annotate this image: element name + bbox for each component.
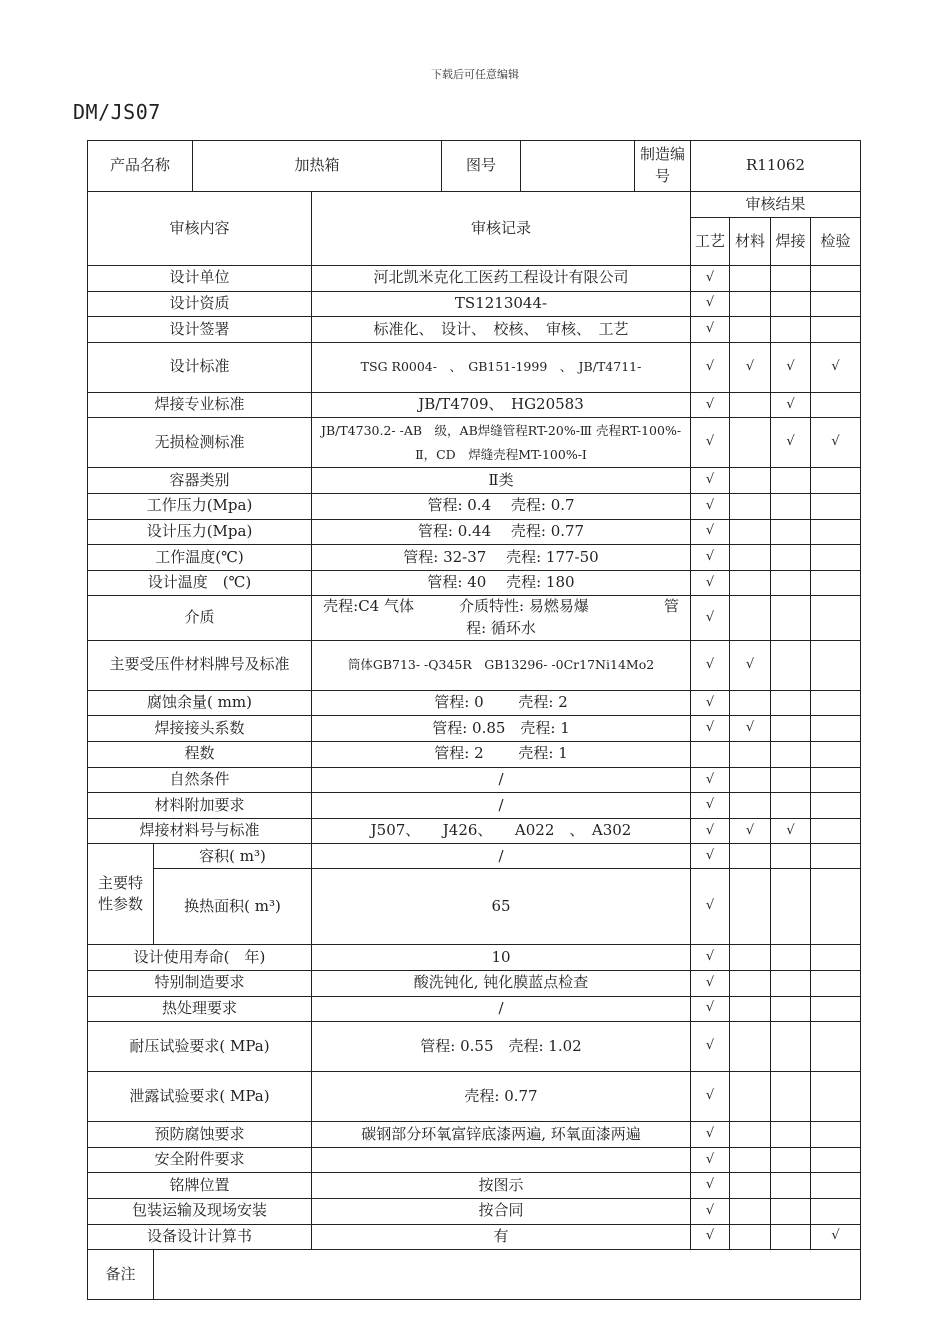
process-check: √ xyxy=(691,418,730,468)
process-check: √ xyxy=(691,468,730,494)
row-record: JB/T4730.2- -AB 级，AB焊缝管程RT-20%-Ⅲ 壳程RT-100%-Ⅱ，CD 焊缝壳程MT-100%-Ⅰ xyxy=(312,418,691,468)
welding-check xyxy=(771,468,811,494)
row-record: 河北凯米克化工医药工程设计有限公司 xyxy=(312,266,691,292)
material-check xyxy=(730,1122,771,1148)
table-row xyxy=(88,1072,861,1122)
table-row xyxy=(88,519,861,545)
welding-check: √ xyxy=(771,418,811,468)
material-check xyxy=(730,767,771,793)
product-name-label: 产品名称 xyxy=(88,141,193,192)
document-code: DM/JS07 xyxy=(73,100,161,124)
inspection-check xyxy=(811,818,861,844)
welding-check xyxy=(771,1072,811,1122)
row-record: 壳程:C4 气体 介质特性: 易燃易爆 管程: 循环水 xyxy=(312,596,691,641)
table-row xyxy=(88,1022,861,1072)
material-check: √ xyxy=(730,716,771,742)
welding-check xyxy=(771,690,811,716)
table-row xyxy=(88,468,861,494)
row-label: 设备设计计算书 xyxy=(88,1224,312,1250)
material-check: √ xyxy=(730,640,771,690)
welding-check: √ xyxy=(771,392,811,418)
material-check xyxy=(730,468,771,494)
welding-check xyxy=(771,317,811,343)
inspection-check xyxy=(811,317,861,343)
review-content-header: 审核内容 xyxy=(88,192,312,266)
welding-check xyxy=(771,1022,811,1072)
table-row xyxy=(88,945,861,971)
notes-row xyxy=(88,1250,861,1300)
row-record: 管程: 0.85 壳程: 1 xyxy=(312,716,691,742)
product-name-value: 加热箱 xyxy=(193,141,442,192)
table-row xyxy=(88,640,861,690)
row-label: 安全附件要求 xyxy=(88,1147,312,1173)
row-label: 程数 xyxy=(88,742,312,768)
welding-check xyxy=(771,266,811,292)
welding-check xyxy=(771,793,811,819)
welding-check xyxy=(771,971,811,997)
table-row xyxy=(88,342,861,392)
material-check xyxy=(730,596,771,641)
inspection-check: √ xyxy=(811,418,861,468)
inspection-check xyxy=(811,971,861,997)
row-record: 筒体GB713- -Q345R GB13296- -0Cr17Ni14Mo2 xyxy=(312,640,691,690)
volume-label: 容积( m³) xyxy=(154,844,312,869)
process-check: √ xyxy=(691,493,730,519)
material-check xyxy=(730,392,771,418)
table-row xyxy=(88,716,861,742)
material-check xyxy=(730,1022,771,1072)
welding-check xyxy=(771,1198,811,1224)
process-check: √ xyxy=(691,1122,730,1148)
inspection-check xyxy=(811,640,861,690)
header-row xyxy=(88,141,861,192)
heat-exchange-area-value: 65 xyxy=(312,869,691,945)
inspection-check xyxy=(811,996,861,1022)
row-label: 自然条件 xyxy=(88,767,312,793)
table-row xyxy=(88,1122,861,1148)
material-check xyxy=(730,266,771,292)
inspection-check xyxy=(811,1173,861,1199)
inspection-check xyxy=(811,266,861,292)
serial-no-value: R11062 xyxy=(691,141,861,192)
table-row xyxy=(88,1173,861,1199)
table-row xyxy=(88,266,861,292)
welding-column-header: 焊接 xyxy=(771,218,811,266)
row-record: 管程: 0.44 壳程: 0.77 xyxy=(312,519,691,545)
row-label: 设计标准 xyxy=(88,342,312,392)
process-check: √ xyxy=(691,596,730,641)
row-label: 设计温度 (℃) xyxy=(88,570,312,596)
material-check: √ xyxy=(730,342,771,392)
process-check: √ xyxy=(691,971,730,997)
process-column-header: 工艺 xyxy=(691,218,730,266)
process-check: √ xyxy=(691,1173,730,1199)
inspection-check xyxy=(811,767,861,793)
drawing-no-label: 图号 xyxy=(442,141,521,192)
row-record: 管程: 0 壳程: 2 xyxy=(312,690,691,716)
process-check: √ xyxy=(691,767,730,793)
serial-no-label: 制造编号 xyxy=(635,141,691,192)
row-record: 酸洗钝化, 钝化膜蓝点检查 xyxy=(312,971,691,997)
notes-label: 备注 xyxy=(88,1250,154,1300)
area-welding-check xyxy=(771,869,811,945)
welding-check xyxy=(771,996,811,1022)
process-check: √ xyxy=(691,266,730,292)
main-params-section xyxy=(88,844,861,945)
volume-inspection-check xyxy=(811,844,861,869)
inspection-check xyxy=(811,545,861,571)
welding-check xyxy=(771,545,811,571)
main-params-group-label: 主要特性参数 xyxy=(88,844,154,945)
row-label: 焊接接头系数 xyxy=(88,716,312,742)
row-label: 泄露试验要求( MPa) xyxy=(88,1072,312,1122)
welding-check xyxy=(771,291,811,317)
material-check xyxy=(730,519,771,545)
inspection-check xyxy=(811,742,861,768)
welding-check xyxy=(771,767,811,793)
inspection-check xyxy=(811,1072,861,1122)
row-record: 管程: 0.4 壳程: 0.7 xyxy=(312,493,691,519)
drawing-no-value xyxy=(521,141,635,192)
row-record: 标准化、 设计、 校核、 审核、 工艺 xyxy=(312,317,691,343)
process-check: √ xyxy=(691,1147,730,1173)
table-row xyxy=(88,418,861,468)
material-check xyxy=(730,317,771,343)
process-check: √ xyxy=(691,793,730,819)
table-row xyxy=(88,1224,861,1250)
row-label: 工作压力(Mpa) xyxy=(88,493,312,519)
row-record: J507、 J426、 A022 、 A302 xyxy=(312,818,691,844)
welding-check: √ xyxy=(771,342,811,392)
process-check: √ xyxy=(691,996,730,1022)
row-record: JB/T4709、 HG20583 xyxy=(312,392,691,418)
material-check xyxy=(730,545,771,571)
table-row xyxy=(88,291,861,317)
row-label: 材料附加要求 xyxy=(88,793,312,819)
process-check: √ xyxy=(691,545,730,571)
row-record: 按图示 xyxy=(312,1173,691,1199)
process-check: √ xyxy=(691,519,730,545)
row-label: 工作温度(℃) xyxy=(88,545,312,571)
row-record: TSG R0004- 、 GB151-1999 、 JB/T4711- xyxy=(312,342,691,392)
row-record: 碳钢部分环氧富锌底漆两遍, 环氧面漆两遍 xyxy=(312,1122,691,1148)
row-record: 管程: 2 壳程: 1 xyxy=(312,742,691,768)
welding-check xyxy=(771,716,811,742)
table-row xyxy=(88,818,861,844)
row-label: 焊接专业标准 xyxy=(88,392,312,418)
row-record: TS1213044- xyxy=(312,291,691,317)
process-check: √ xyxy=(691,1224,730,1250)
review-table xyxy=(87,140,861,1300)
row-record: 10 xyxy=(312,945,691,971)
row-label: 特别制造要求 xyxy=(88,971,312,997)
row-label: 焊接材料号与标准 xyxy=(88,818,312,844)
welding-check xyxy=(771,1147,811,1173)
table-row xyxy=(88,690,861,716)
welding-check xyxy=(771,493,811,519)
row-record: 按合同 xyxy=(312,1198,691,1224)
inspection-column-header: 检验 xyxy=(811,218,861,266)
table-row xyxy=(88,570,861,596)
area-inspection-check xyxy=(811,869,861,945)
material-check xyxy=(730,971,771,997)
material-column-header: 材料 xyxy=(730,218,771,266)
row-record: / xyxy=(312,996,691,1022)
material-check xyxy=(730,1072,771,1122)
inspection-check xyxy=(811,716,861,742)
process-check xyxy=(691,742,730,768)
row-label: 介质 xyxy=(88,596,312,641)
material-check: √ xyxy=(730,818,771,844)
welding-check xyxy=(771,742,811,768)
row-record: 管程: 40 壳程: 180 xyxy=(312,570,691,596)
material-check xyxy=(730,1198,771,1224)
welding-check xyxy=(771,640,811,690)
inspection-check xyxy=(811,519,861,545)
material-check xyxy=(730,945,771,971)
volume-process-check: √ xyxy=(691,844,730,869)
area-process-check: √ xyxy=(691,869,730,945)
inspection-check xyxy=(811,291,861,317)
review-rows-a xyxy=(88,266,861,844)
material-check xyxy=(730,1173,771,1199)
table-row xyxy=(88,767,861,793)
column-header-row xyxy=(88,192,861,218)
table-row xyxy=(88,742,861,768)
material-check xyxy=(730,1147,771,1173)
material-check xyxy=(730,570,771,596)
welding-check xyxy=(771,945,811,971)
table-row xyxy=(88,971,861,997)
inspection-check xyxy=(811,468,861,494)
process-check: √ xyxy=(691,317,730,343)
process-check: √ xyxy=(691,690,730,716)
welding-check xyxy=(771,1224,811,1250)
row-label: 设计使用寿命( 年) xyxy=(88,945,312,971)
row-label: 主要受压件材料牌号及标准 xyxy=(88,640,312,690)
row-label: 预防腐蚀要求 xyxy=(88,1122,312,1148)
table-row xyxy=(88,493,861,519)
row-label: 耐压试验要求( MPa) xyxy=(88,1022,312,1072)
material-check xyxy=(730,1224,771,1250)
process-check: √ xyxy=(691,342,730,392)
inspection-check xyxy=(811,945,861,971)
inspection-check xyxy=(811,596,861,641)
welding-check xyxy=(771,596,811,641)
volume-value: / xyxy=(312,844,691,869)
process-check: √ xyxy=(691,716,730,742)
area-material-check xyxy=(730,869,771,945)
row-label: 设计压力(Mpa) xyxy=(88,519,312,545)
process-check: √ xyxy=(691,1022,730,1072)
row-label: 设计资质 xyxy=(88,291,312,317)
inspection-check xyxy=(811,1198,861,1224)
row-label: 铭牌位置 xyxy=(88,1173,312,1199)
inspection-check xyxy=(811,392,861,418)
row-label: 腐蚀余量( mm) xyxy=(88,690,312,716)
row-label: 无损检测标准 xyxy=(88,418,312,468)
row-label: 包装运输及现场安装 xyxy=(88,1198,312,1224)
heat-exchange-area-label: 换热面积( m³) xyxy=(154,869,312,945)
process-check: √ xyxy=(691,291,730,317)
table-row xyxy=(88,869,861,945)
inspection-check xyxy=(811,1147,861,1173)
table-row xyxy=(88,545,861,571)
volume-welding-check xyxy=(771,844,811,869)
row-record: 壳程: 0.77 xyxy=(312,1072,691,1122)
table-row xyxy=(88,844,861,869)
welding-check xyxy=(771,519,811,545)
review-record-header: 审核记录 xyxy=(312,192,691,266)
welding-check xyxy=(771,1122,811,1148)
row-label: 容器类别 xyxy=(88,468,312,494)
process-check: √ xyxy=(691,570,730,596)
row-record xyxy=(312,1147,691,1173)
row-record: 有 xyxy=(312,1224,691,1250)
row-record: 管程: 32-37 壳程: 177-50 xyxy=(312,545,691,571)
row-label: 热处理要求 xyxy=(88,996,312,1022)
table-row xyxy=(88,596,861,641)
table-row xyxy=(88,793,861,819)
inspection-check xyxy=(811,570,861,596)
material-check xyxy=(730,690,771,716)
inspection-check xyxy=(811,493,861,519)
notes-value xyxy=(154,1250,861,1300)
process-check: √ xyxy=(691,945,730,971)
material-check xyxy=(730,291,771,317)
inspection-check xyxy=(811,793,861,819)
process-check: √ xyxy=(691,640,730,690)
row-record: 管程: 0.55 壳程: 1.02 xyxy=(312,1022,691,1072)
table-row xyxy=(88,392,861,418)
table-row xyxy=(88,1147,861,1173)
watermark-text: 下载后可任意编辑 xyxy=(431,68,519,81)
row-label: 设计单位 xyxy=(88,266,312,292)
process-check: √ xyxy=(691,1198,730,1224)
inspection-check xyxy=(811,1122,861,1148)
table-row xyxy=(88,317,861,343)
review-result-header: 审核结果 xyxy=(691,192,861,218)
welding-check: √ xyxy=(771,818,811,844)
row-record: / xyxy=(312,793,691,819)
inspection-check xyxy=(811,690,861,716)
table-row xyxy=(88,996,861,1022)
process-check: √ xyxy=(691,818,730,844)
material-check xyxy=(730,418,771,468)
material-check xyxy=(730,742,771,768)
inspection-check: √ xyxy=(811,342,861,392)
inspection-check xyxy=(811,1022,861,1072)
material-check xyxy=(730,996,771,1022)
process-check: √ xyxy=(691,392,730,418)
volume-material-check xyxy=(730,844,771,869)
row-record: Ⅱ类 xyxy=(312,468,691,494)
welding-check xyxy=(771,570,811,596)
welding-check xyxy=(771,1173,811,1199)
material-check xyxy=(730,793,771,819)
row-record: / xyxy=(312,767,691,793)
review-rows-b xyxy=(88,945,861,1250)
row-label: 设计签署 xyxy=(88,317,312,343)
inspection-check: √ xyxy=(811,1224,861,1250)
notes-section xyxy=(88,1250,861,1300)
material-check xyxy=(730,493,771,519)
table-row xyxy=(88,1198,861,1224)
process-check: √ xyxy=(691,1072,730,1122)
